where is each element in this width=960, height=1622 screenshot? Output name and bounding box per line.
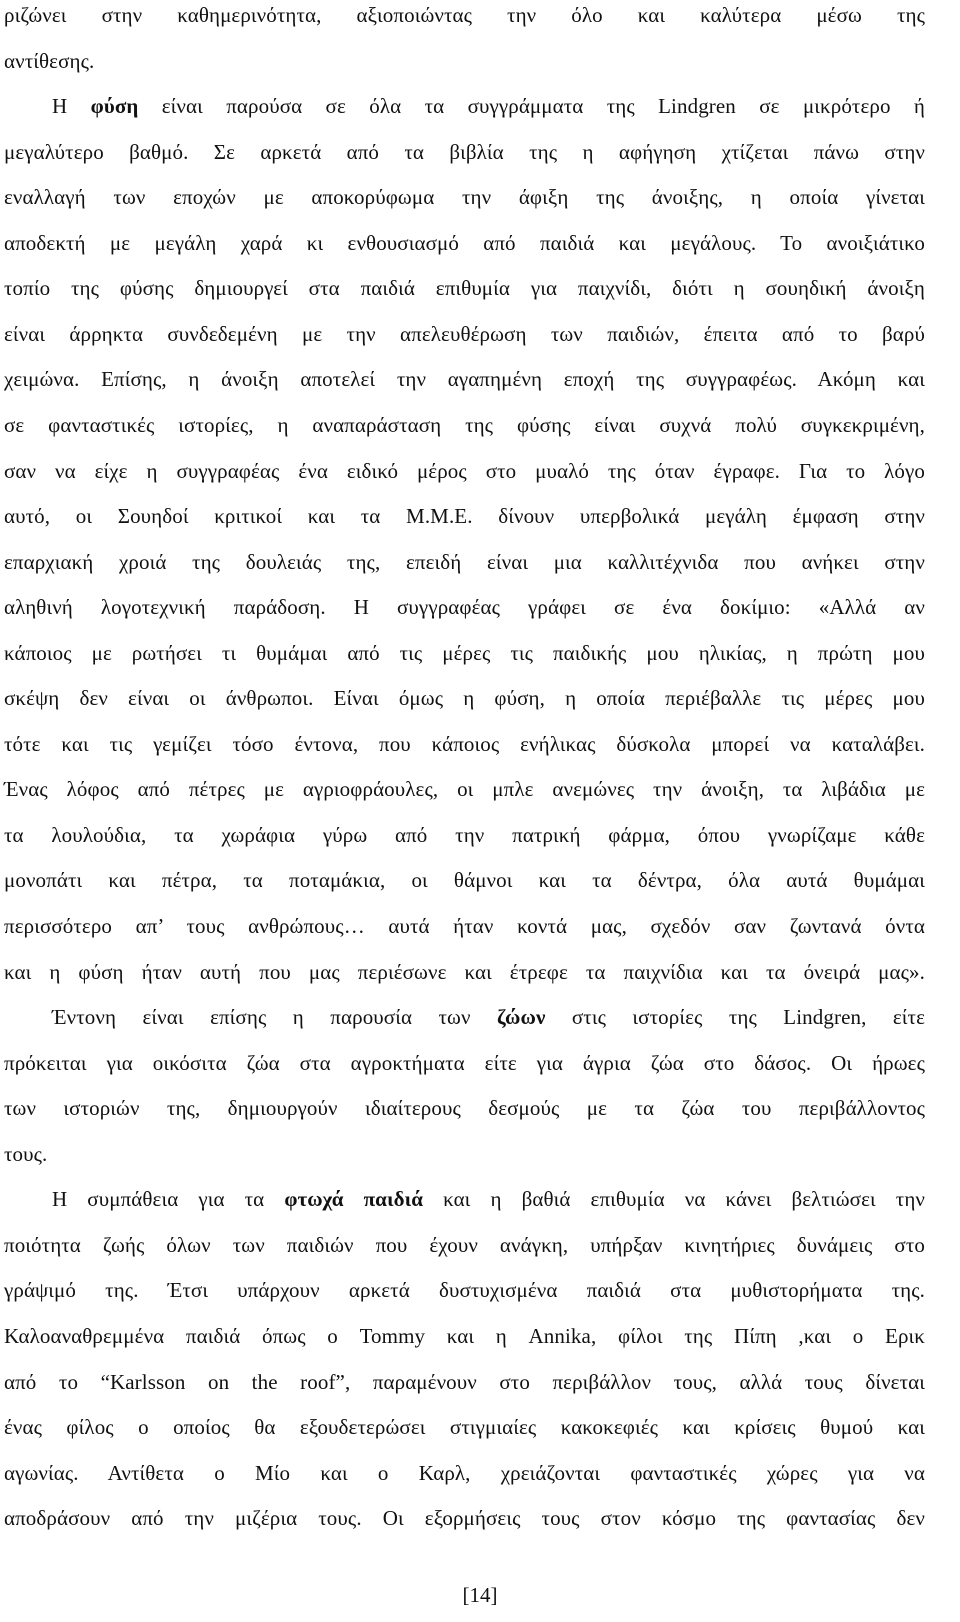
text-segment: αντίθεσης.: [4, 48, 95, 73]
text-segment: των ιστοριών της, δημιουργούν ιδιαίτερους δεσμούς με τα ζώα του περιβάλλοντος: [4, 1096, 925, 1121]
text-segment: αγωνίας. Αντίθετα ο Μίο και ο Καρλ, χρειάζονται φανταστικές χώρες για να: [4, 1460, 925, 1485]
text-segment: μονοπάτι και πέτρα, τα ποταμάκια, οι θάμνοι και τα δέντρα, όλα αυτά θυμάμαι: [4, 868, 925, 893]
text-line: [4, 592, 925, 622]
text-segment: αποδεκτή με μεγάλη χαρά κι ενθουσιασμό από παιδιά και μεγάλους. Το ανοιξιάτικο: [4, 230, 925, 255]
text-segment: μεγαλύτερο βαθμό. Σε αρκετά από τα βιβλία της η αφήγηση χτίζεται πάνω στην: [4, 139, 925, 164]
text-segment: Η: [52, 94, 91, 119]
text-segment: τότε και τις γεμίζει τόσο έντονα, που κάποιος ενήλικας δύσκολα μπορεί να καταλάβει.: [4, 731, 925, 756]
text-line: [4, 1093, 925, 1123]
text-segment: τους.: [4, 1141, 48, 1166]
text-line: [4, 273, 925, 303]
text-line: [4, 547, 925, 577]
text-line: [4, 319, 925, 349]
emphasis-term: φύση: [90, 94, 139, 119]
text-segment: στις ιστορίες της Lindgren, είτε: [545, 1005, 925, 1030]
text-line: [4, 1275, 925, 1305]
text-line: [4, 364, 925, 394]
text-line: [4, 410, 925, 440]
text-segment: αυτό, οι Σουηδοί κριτικοί και τα Μ.Μ.Ε. δίνουν υπερβολικά μεγάλη έμφαση στην: [4, 504, 925, 529]
text-line: [4, 729, 925, 759]
text-segment: αποδράσουν από την μιζέρια τους. Οι εξορμήσεις τους στον κόσμο της φαντασίας δεν: [4, 1506, 925, 1531]
text-segment: τοπίο της φύσης δημιουργεί στα παιδιά επιθυμία για παιχνίδι, διότι η σουηδική άνοιξη: [4, 276, 925, 301]
text-segment: ποιότητα ζωής όλων των παιδιών που έχουν ανάγκη, υπήρξαν κινητήριες δυνάμεις στο: [4, 1232, 925, 1257]
text-line: [4, 638, 925, 668]
text-segment: και η φύση ήταν αυτή που μας περιέσωνε και έτρεφε τα παιχνίδια και τα όνειρά μας».: [4, 959, 925, 984]
emphasis-term: ζώων: [496, 1005, 546, 1030]
text-line: [4, 820, 925, 850]
text-line: [4, 1230, 925, 1260]
text-line: [4, 182, 925, 212]
text-line: [4, 456, 925, 486]
text-segment: τα λουλούδια, τα χωράφια γύρω από την πατρική φάρμα, όπου γνωρίζαμε κάθε: [4, 822, 925, 847]
text-segment: σαν να είχε η συγγραφέας ένα ειδικό μέρος στο μυαλό της όταν έγραφε. Για το λόγο: [4, 458, 925, 483]
text-segment: χειμώνα. Επίσης, η άνοιξη αποτελεί την αγαπημένη εποχή της συγγραφέως. Ακόμη και: [4, 367, 925, 392]
text-segment: Καλοαναθρεμμένα παιδιά όπως ο Tommy και η Annika, φίλοι της Πίπη ,και ο Ερικ: [4, 1323, 925, 1348]
text-line: [4, 46, 925, 76]
text-segment: από το “Karlsson on the roof”, παραμένουν στο περιβάλλον τους, αλλά τους δίνεται: [4, 1369, 925, 1394]
text-line: [52, 1002, 925, 1032]
text-line: [4, 683, 925, 713]
text-line: [4, 911, 925, 941]
text-line: [4, 0, 925, 30]
text-line: [4, 501, 925, 531]
text-segment: Έντονη είναι επίσης η παρουσία των: [52, 1005, 497, 1030]
text-line: [4, 865, 925, 895]
text-segment: κάποιος με ρωτήσει τι θυμάμαι από τις μέρες τις παιδικής μου ηλικίας, η πρώτη μου: [4, 640, 925, 665]
text-segment: επαρχιακή χροιά της δουλειάς της, επειδή είναι μια καλλιτέχνιδα που ανήκει στην: [4, 549, 925, 574]
text-line: [4, 1048, 925, 1078]
text-segment: γράψιμό της. Έτσι υπάρχουν αρκετά δυστυχισμένα παιδιά στα μυθιστορήματα της.: [4, 1278, 925, 1303]
text-line: [4, 957, 925, 987]
text-segment: σε φανταστικές ιστορίες, η αναπαράσταση της φύσης είναι συχνά πολύ συγκεκριμένη,: [4, 412, 925, 437]
text-segment: ένας φίλος ο οποίος θα εξουδετερώσει στιγμιαίες κακοκεφιές και κρίσεις θυμού και: [4, 1415, 925, 1440]
text-line: [4, 1412, 925, 1442]
text-segment: ριζώνει στην καθημερινότητα, αξιοποιώντας την όλο και καλύτερα μέσω της: [4, 3, 925, 27]
text-line: [52, 1184, 925, 1214]
text-line: [4, 1321, 925, 1351]
text-segment: Ένας λόφος από πέτρες με αγριοφράουλες, οι μπλε ανεμώνες την άνοιξη, τα λιβάδια με: [4, 777, 925, 802]
page-number: [14]: [462, 1583, 498, 1607]
text-segment: εναλλαγή των εποχών με αποκορύφωμα την άφιξη της άνοιξης, η οποία γίνεται: [4, 185, 925, 210]
text-line: [4, 228, 925, 258]
text-line: [4, 137, 925, 167]
text-line: [52, 91, 925, 121]
emphasis-term: φτωχά παιδιά: [284, 1187, 424, 1212]
text-line: [4, 774, 925, 804]
text-segment: και η βαθιά επιθυμία να κάνει βελτιώσει την: [423, 1187, 925, 1212]
text-segment: περισσότερο απ’ τους ανθρώπους… αυτά ήταν κοντά μας, σχεδόν σαν ζωντανά όντα: [4, 914, 925, 938]
text-line: [4, 1503, 925, 1533]
text-line: [4, 1367, 925, 1397]
text-segment: σκέψη δεν είναι οι άνθρωποι. Είναι όμως η φύση, η οποία περιέβαλλε τις μέρες μου: [4, 686, 925, 711]
text-line: [4, 1139, 925, 1169]
text-segment: πρόκειται για οικόσιτα ζώα στα αγροκτήματα είτε για άγρια ζώα στο δάσος. Οι ήρωες: [4, 1050, 925, 1075]
text-segment: είναι άρρηκτα συνδεδεμένη με την απελευθέρωση των παιδιών, έπειτα από το βαρύ: [4, 321, 925, 346]
text-line: [4, 1458, 925, 1488]
text-segment: αληθινή λογοτεχνική παράδοση. Η συγγραφέας γράφει σε ένα δοκίμιο: «Αλλά αν: [4, 595, 925, 620]
text-segment: είναι παρούσα σε όλα τα συγγράμματα της Lindgren σε μικρότερο ή: [138, 94, 925, 119]
text-segment: Η συμπάθεια για τα: [52, 1187, 285, 1212]
